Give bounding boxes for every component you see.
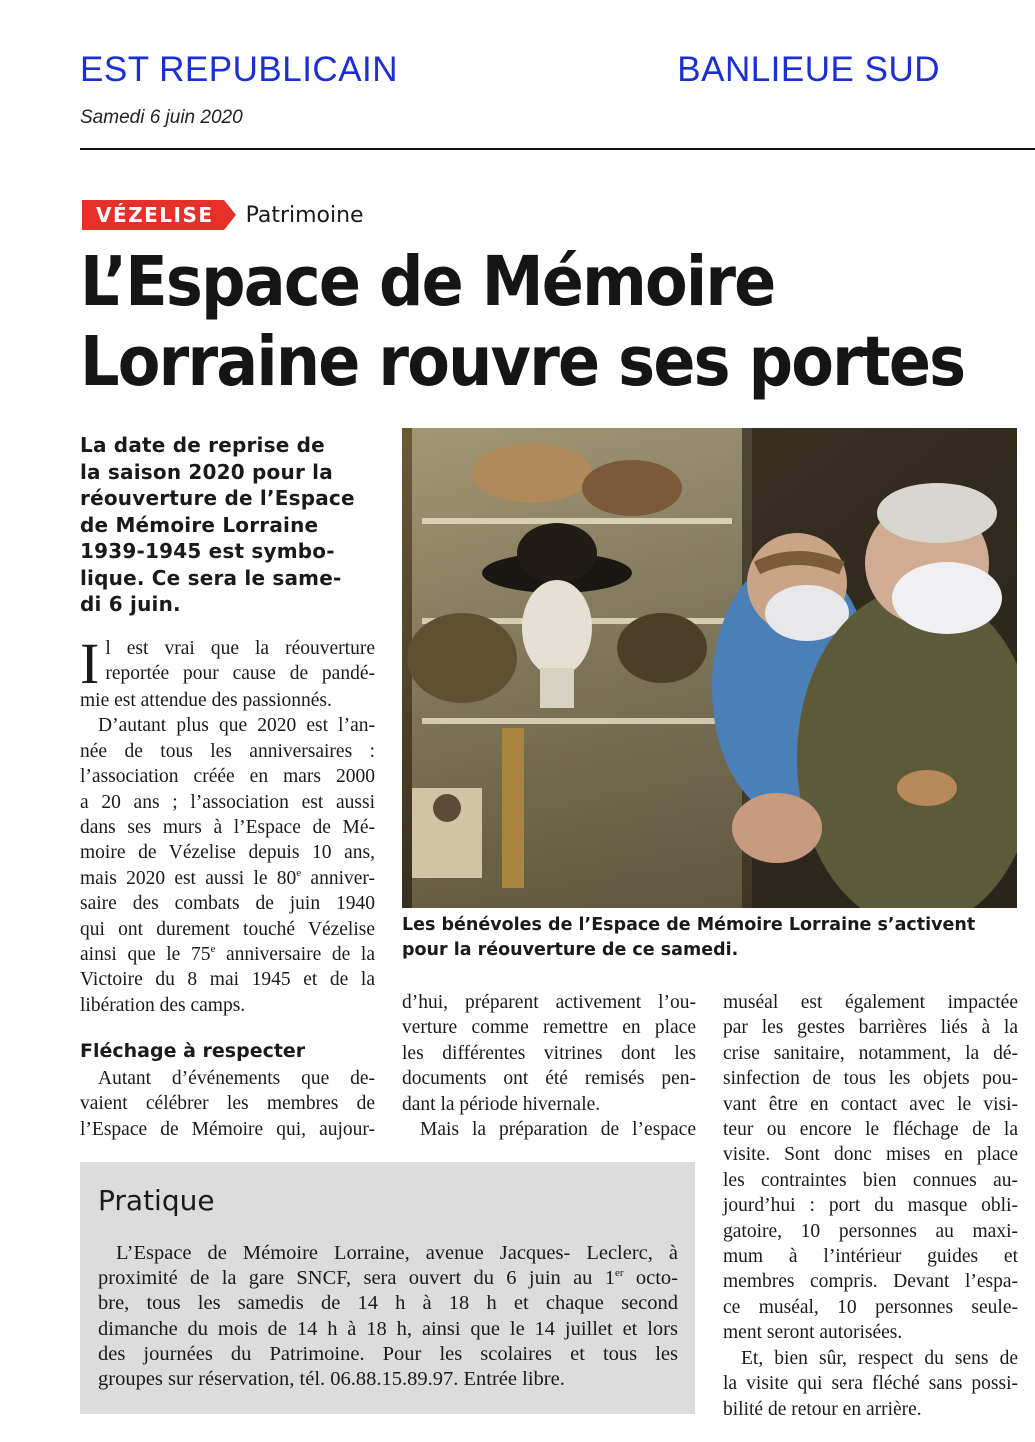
body-line: l’association créée en mars 2000	[80, 766, 375, 788]
body-line: les différentes vitrines dont les	[402, 1042, 696, 1064]
body-line: bilité de retour en arrière.	[723, 1398, 922, 1420]
headline-line: Lorraine rouvre ses portes	[80, 322, 965, 402]
body-line: documents ont été remisés pen-	[402, 1068, 696, 1090]
body-line: gatoire, 10 personnes au maxi-	[723, 1220, 1018, 1242]
info-line: dimanche du mois de 14 h à 18 h, ainsi que le 14 juillet et lors	[98, 1317, 678, 1340]
body-line: Mais la préparation de l’espace	[420, 1119, 696, 1141]
body-text: anniver-	[301, 867, 375, 889]
body-text: mais 2020 est aussi le 80	[80, 867, 297, 889]
superscript: e	[210, 943, 216, 956]
body-line: sinfection de tous les objets pou-	[723, 1068, 1018, 1090]
lede-line: lique. Ce sera le same-	[80, 565, 342, 590]
article-lede	[80, 432, 400, 618]
body-line: Autant d’événements que de-	[98, 1068, 375, 1089]
info-text: octo-	[623, 1267, 678, 1290]
info-line: des journées du Patrimoine. Pour les scolaires et tous les	[98, 1342, 678, 1365]
photo-caption: Les bénévoles de l’Espace de Mémoire Lorraine s’activent pour la réouverture de ce samedi.	[402, 915, 976, 960]
superscript: e	[296, 866, 302, 879]
body-line: jourd’hui : port du masque obli-	[723, 1195, 1018, 1217]
info-line	[98, 1266, 678, 1291]
body-line	[80, 866, 375, 891]
location-tag: VÉZELISE	[82, 200, 224, 230]
info-line: groupes sur réservation, tél. 06.88.15.89.97. Entrée libre.	[98, 1368, 565, 1391]
info-box	[80, 1162, 695, 1414]
edition-name: BANLIEUE SUD	[677, 50, 940, 89]
body-text: anniversaire de la	[215, 944, 375, 966]
body-line: les contraintes bien connues au-	[723, 1169, 1018, 1191]
body-line: ce muséal, 10 personnes seule-	[723, 1296, 1018, 1318]
body-line: l est vrai que la réouverture	[105, 638, 375, 659]
drop-cap: I	[80, 631, 100, 696]
body-line: muséal est également impactée	[723, 992, 1018, 1013]
info-line: bre, tous les samedis de 14 h à 18 h et chaque second	[98, 1292, 678, 1315]
body-line: ment seront autorisées.	[723, 1322, 903, 1344]
photo-illustration	[402, 428, 1017, 908]
section-label: Patrimoine	[245, 202, 364, 228]
body-line: dant la période hivernale.	[402, 1093, 601, 1115]
body-line: a 20 ans ; l’association est aussi	[80, 791, 375, 813]
body-line: crise sanitaire, notamment, la dé-	[723, 1042, 1018, 1064]
body-line: la visite qui sera fléché sans possi-	[723, 1373, 1018, 1395]
info-box-text	[98, 1241, 678, 1392]
lede-line: réouverture de l’Espace	[80, 486, 355, 510]
body-line: teur ou encore le fléchage de la	[723, 1119, 1018, 1141]
headline-line: L’Espace de Mémoire	[80, 242, 775, 322]
lede-line: la saison 2020 pour la	[80, 459, 333, 484]
article-column-1-continued	[80, 1066, 375, 1142]
lede-line: di 6 juin.	[80, 592, 181, 616]
body-line: vant être en contact avec le visi-	[723, 1093, 1018, 1115]
body-line: qui ont durement touché Vézelise	[80, 918, 375, 940]
body-line: reportée pour cause de pandé-	[105, 663, 375, 685]
body-line: mie est attendue des passionnés.	[80, 690, 332, 711]
body-line: verture comme remettre en place	[402, 1017, 696, 1039]
body-line: moire de Vézelise depuis 10 ans,	[80, 842, 375, 864]
lede-line: de Mémoire Lorraine	[80, 512, 319, 537]
info-line: L’Espace de Mémoire Lorraine, avenue Jacques- Leclerc, à	[116, 1242, 678, 1264]
article-column-2	[402, 990, 696, 1142]
body-line: née de tous les anniversaires :	[80, 740, 375, 762]
body-line: saire des combats de juin 1940	[80, 893, 375, 915]
newspaper-name: EST REPUBLICAIN	[80, 50, 399, 89]
article-column-1	[80, 631, 375, 1018]
body-line: mum à l’intérieur guides et	[723, 1246, 1018, 1268]
body-line: D’autant plus que 2020 est l’an-	[98, 715, 375, 737]
body-line: Victoire du 8 mai 1945 et de la	[80, 969, 375, 991]
publication-date: Samedi 6 juin 2020	[80, 107, 243, 128]
body-line: par les gestes barrières liés à la	[723, 1017, 1018, 1039]
body-line: dans ses murs à l’Espace de Mé-	[80, 817, 375, 839]
article-photo	[402, 428, 1017, 908]
body-line	[80, 942, 375, 967]
body-text: ainsi que le 75	[80, 944, 211, 966]
info-box-title: Pratique	[98, 1184, 215, 1217]
body-line: visite. Sont donc mises en place	[723, 1144, 1018, 1166]
lede-line: La date de reprise de	[80, 433, 325, 457]
article-subhead: Fléchage à respecter	[80, 1040, 306, 1062]
body-line: d’hui, préparent activement l’ou-	[402, 992, 696, 1013]
body-line: Et, bien sûr, respect du sens de	[741, 1347, 1018, 1369]
body-line: vaient célébrer les membres de	[80, 1093, 375, 1115]
info-text: proximité de la gare SNCF, sera ouvert du 6 juin au 1	[98, 1267, 615, 1290]
article-headline	[80, 242, 965, 402]
header-divider	[80, 148, 1035, 150]
article-column-3	[723, 990, 1018, 1422]
kicker	[82, 200, 364, 230]
body-line: libération des camps.	[80, 994, 246, 1016]
body-line: membres compris. Devant l’espa-	[723, 1271, 1018, 1293]
superscript: er	[615, 1267, 624, 1280]
body-line: l’Espace de Mémoire qui, aujour-	[80, 1118, 375, 1140]
masthead	[80, 50, 940, 90]
lede-line: 1939-1945 est symbo-	[80, 539, 335, 563]
